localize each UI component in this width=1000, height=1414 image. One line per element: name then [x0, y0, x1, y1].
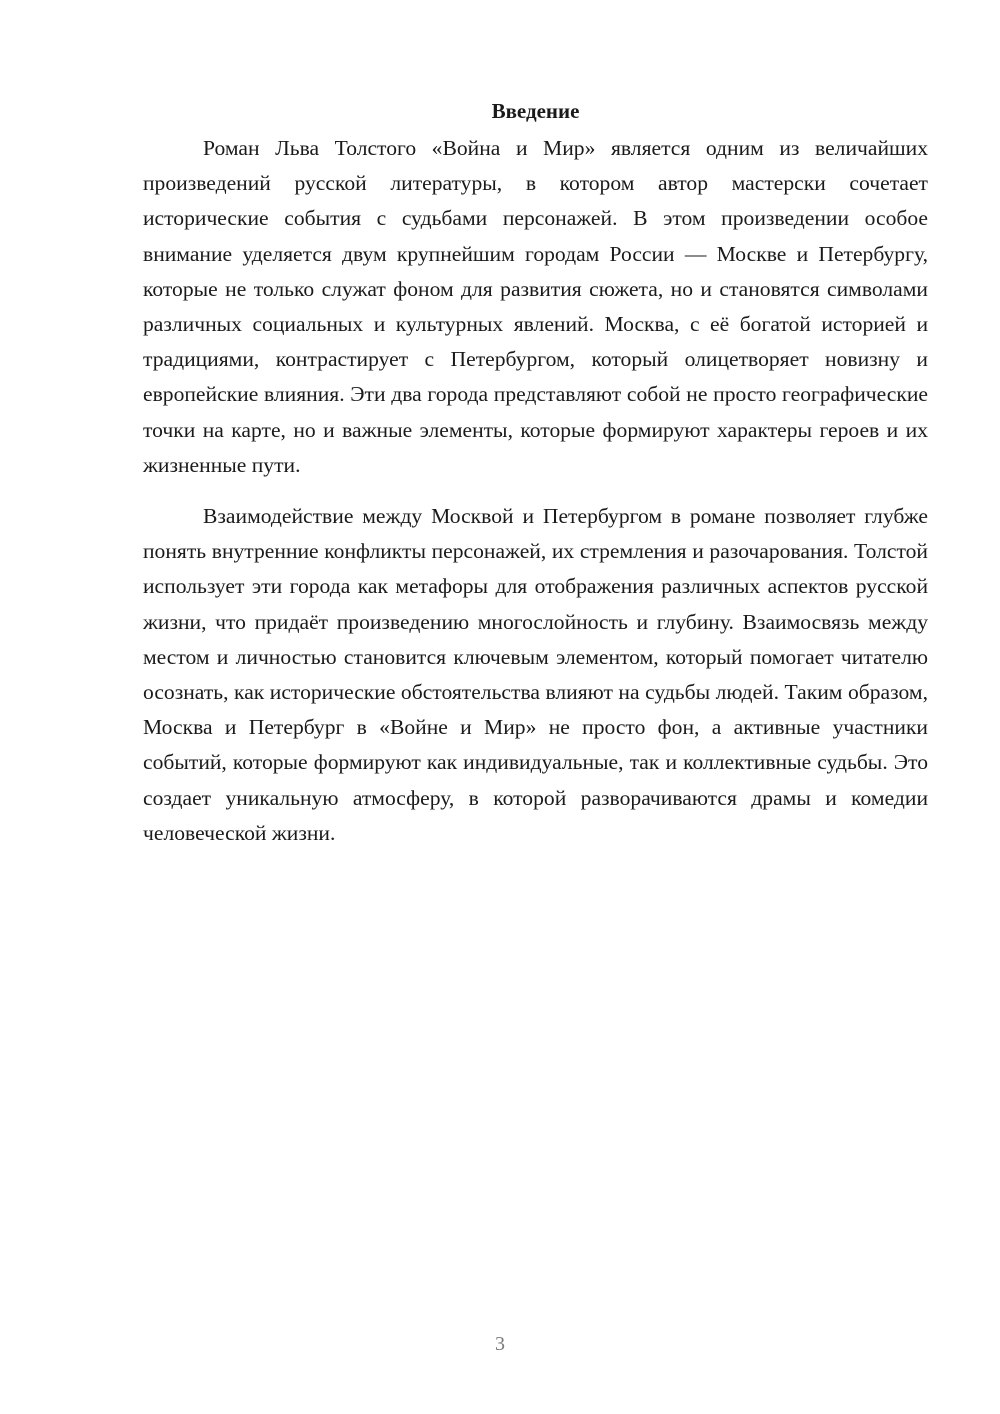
page-content — [143, 94, 928, 851]
paragraph-1: Роман Льва Толстого «Война и Мир» является одним из величайших произведений русской литературы, в котором автор мастерски сочетает исторические события с судьбами персонажей. В этом произведении особое внимание уделяется двум крупнейшим городам России — Москве и Петербургу, которые не только служат фоном для развития сюжета, но и становятся символами различных социальных и культурных явлений. Москва, с её богатой историей и традициями, контрастирует с Петербургом, который олицетворяет новизну и европейские влияния. Эти два города представляют собой не просто географические точки на карте, но и важные элементы, которые формируют характеры героев и их жизненные пути. — [143, 136, 928, 477]
paragraph-2: Взаимодействие между Москвой и Петербургом в романе позволяет глубже понять внутренние конфликты персонажей, их стремления и разочарования. Толстой использует эти города как метафоры для отображения различных аспектов русской жизни, что придаёт произведению многослойность и глубину. Взаимосвязь между местом и личностью становится ключевым элементом, который помогает читателю осознать, как исторические обстоятельства влияют на судьбы людей. Таким образом, Москва и Петербург в «Войне и Мир» не просто фон, а активные участники событий, которые формируют как индивидуальные, так и коллективные судьбы. Это создает уникальную атмосферу, в которой разворачиваются драмы и комедии человеческой жизни. — [143, 504, 928, 845]
section-heading: Введение — [491, 99, 580, 123]
page-number: 3 — [495, 1333, 505, 1355]
